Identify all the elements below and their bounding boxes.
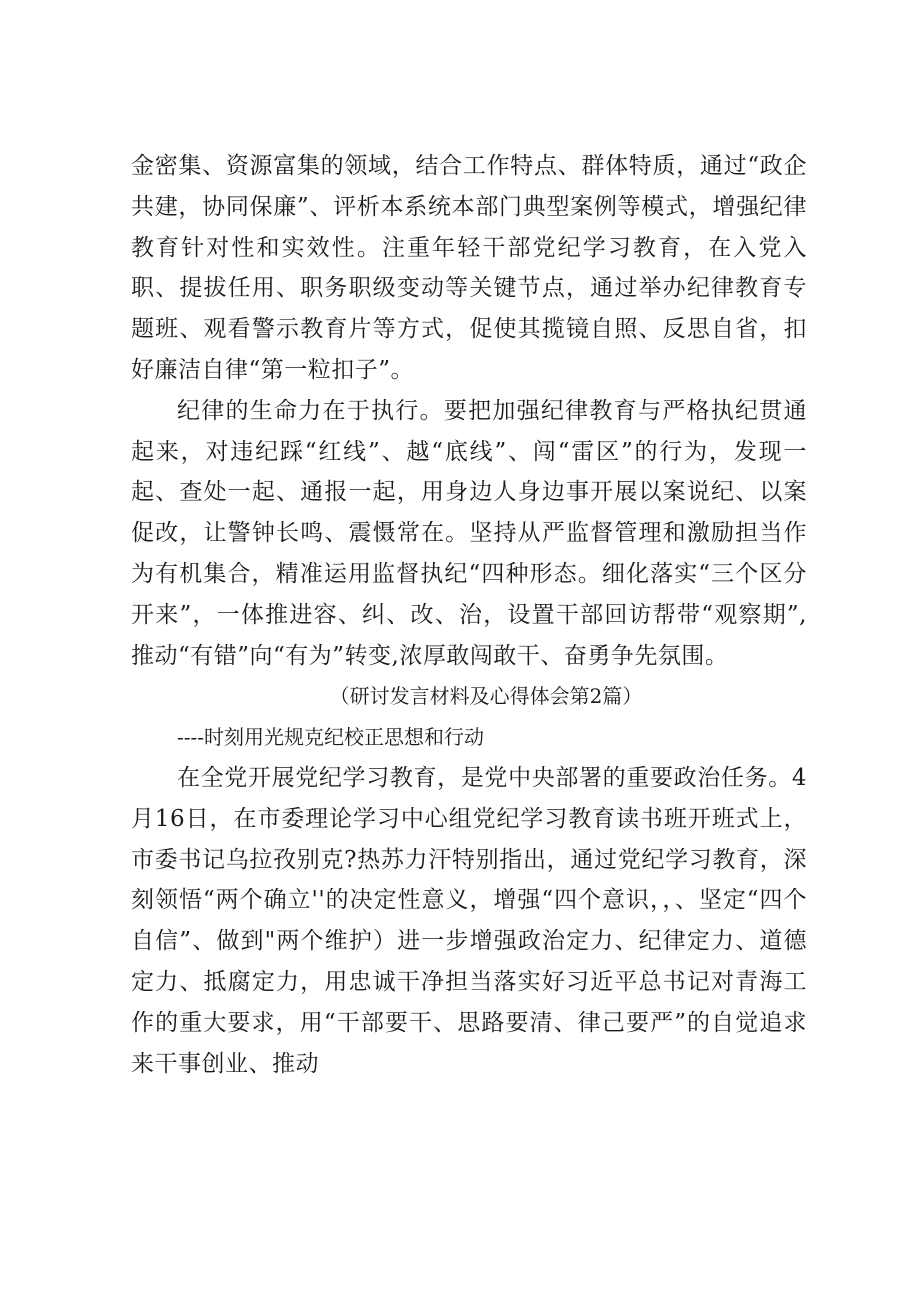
paragraph-party-education: 在全党开展党纪学习教育，是党中央部署的重要政治任务。4月16日，在市委理论学习中心组党纪学习教育读书班开班式上，市委书记乌拉孜别克?热苏力汗特别指出，通过党纪学习教育，深刻领悟“两个确立''的决定性意义，增强“四个意识，，、坚定“四个自信”、做到"两个维护）进一步增强政治定力、纪律定力、道德定力、抵腐定力，用忠诚干净担当落实好习近平总书记对青海工作的重大要求，用“干部要干、思路要清、律己要严”的自觉追求来干事创业、推动	[131, 764, 807, 1077]
section-title: （研讨发言材料及心得体会第2篇）	[329, 684, 643, 709]
paragraph-discipline-execution: 纪律的生命力在于执行。要把加强纪律教育与严格执纪贯通起来，对违纪踩“红线”、越“底线”、闯“雷区”的行为，发现一起、查处一起、通报一起，用身边人身边事开展以案说纪、以案促改，让警钟长鸣、震慑常在。坚持从严监督管理和激励担当作为有机集合，精准运用监督执纪“四种形态。细化落实“三个区分开来”，一体推进容、纠、改、治，设置干部回访帮带“观察期”,推动“有错”向“有为”转变,浓厚敢闯敢干、奋勇争先氛围。	[131, 397, 807, 669]
paragraph-continuation: 金密集、资源富集的领域，结合工作特点、群体特质，通过“政企共建，协同保廉”、评析本系统本部门典型案例等模式，增强纪律教育针对性和实效性。注重年轻干部党纪学习教育，在入党入职、提拔任用、职务职级变动等关键节点，通过举办纪律教育专题班、观看警示教育片等方式，促使其揽镜自照、反思自省，扣好廉洁自律“第一粒扣子”。	[131, 153, 807, 383]
document-page	[131, 146, 807, 1084]
section-subtitle: ----时刻用光规克纪校正思想和行动	[177, 725, 485, 750]
